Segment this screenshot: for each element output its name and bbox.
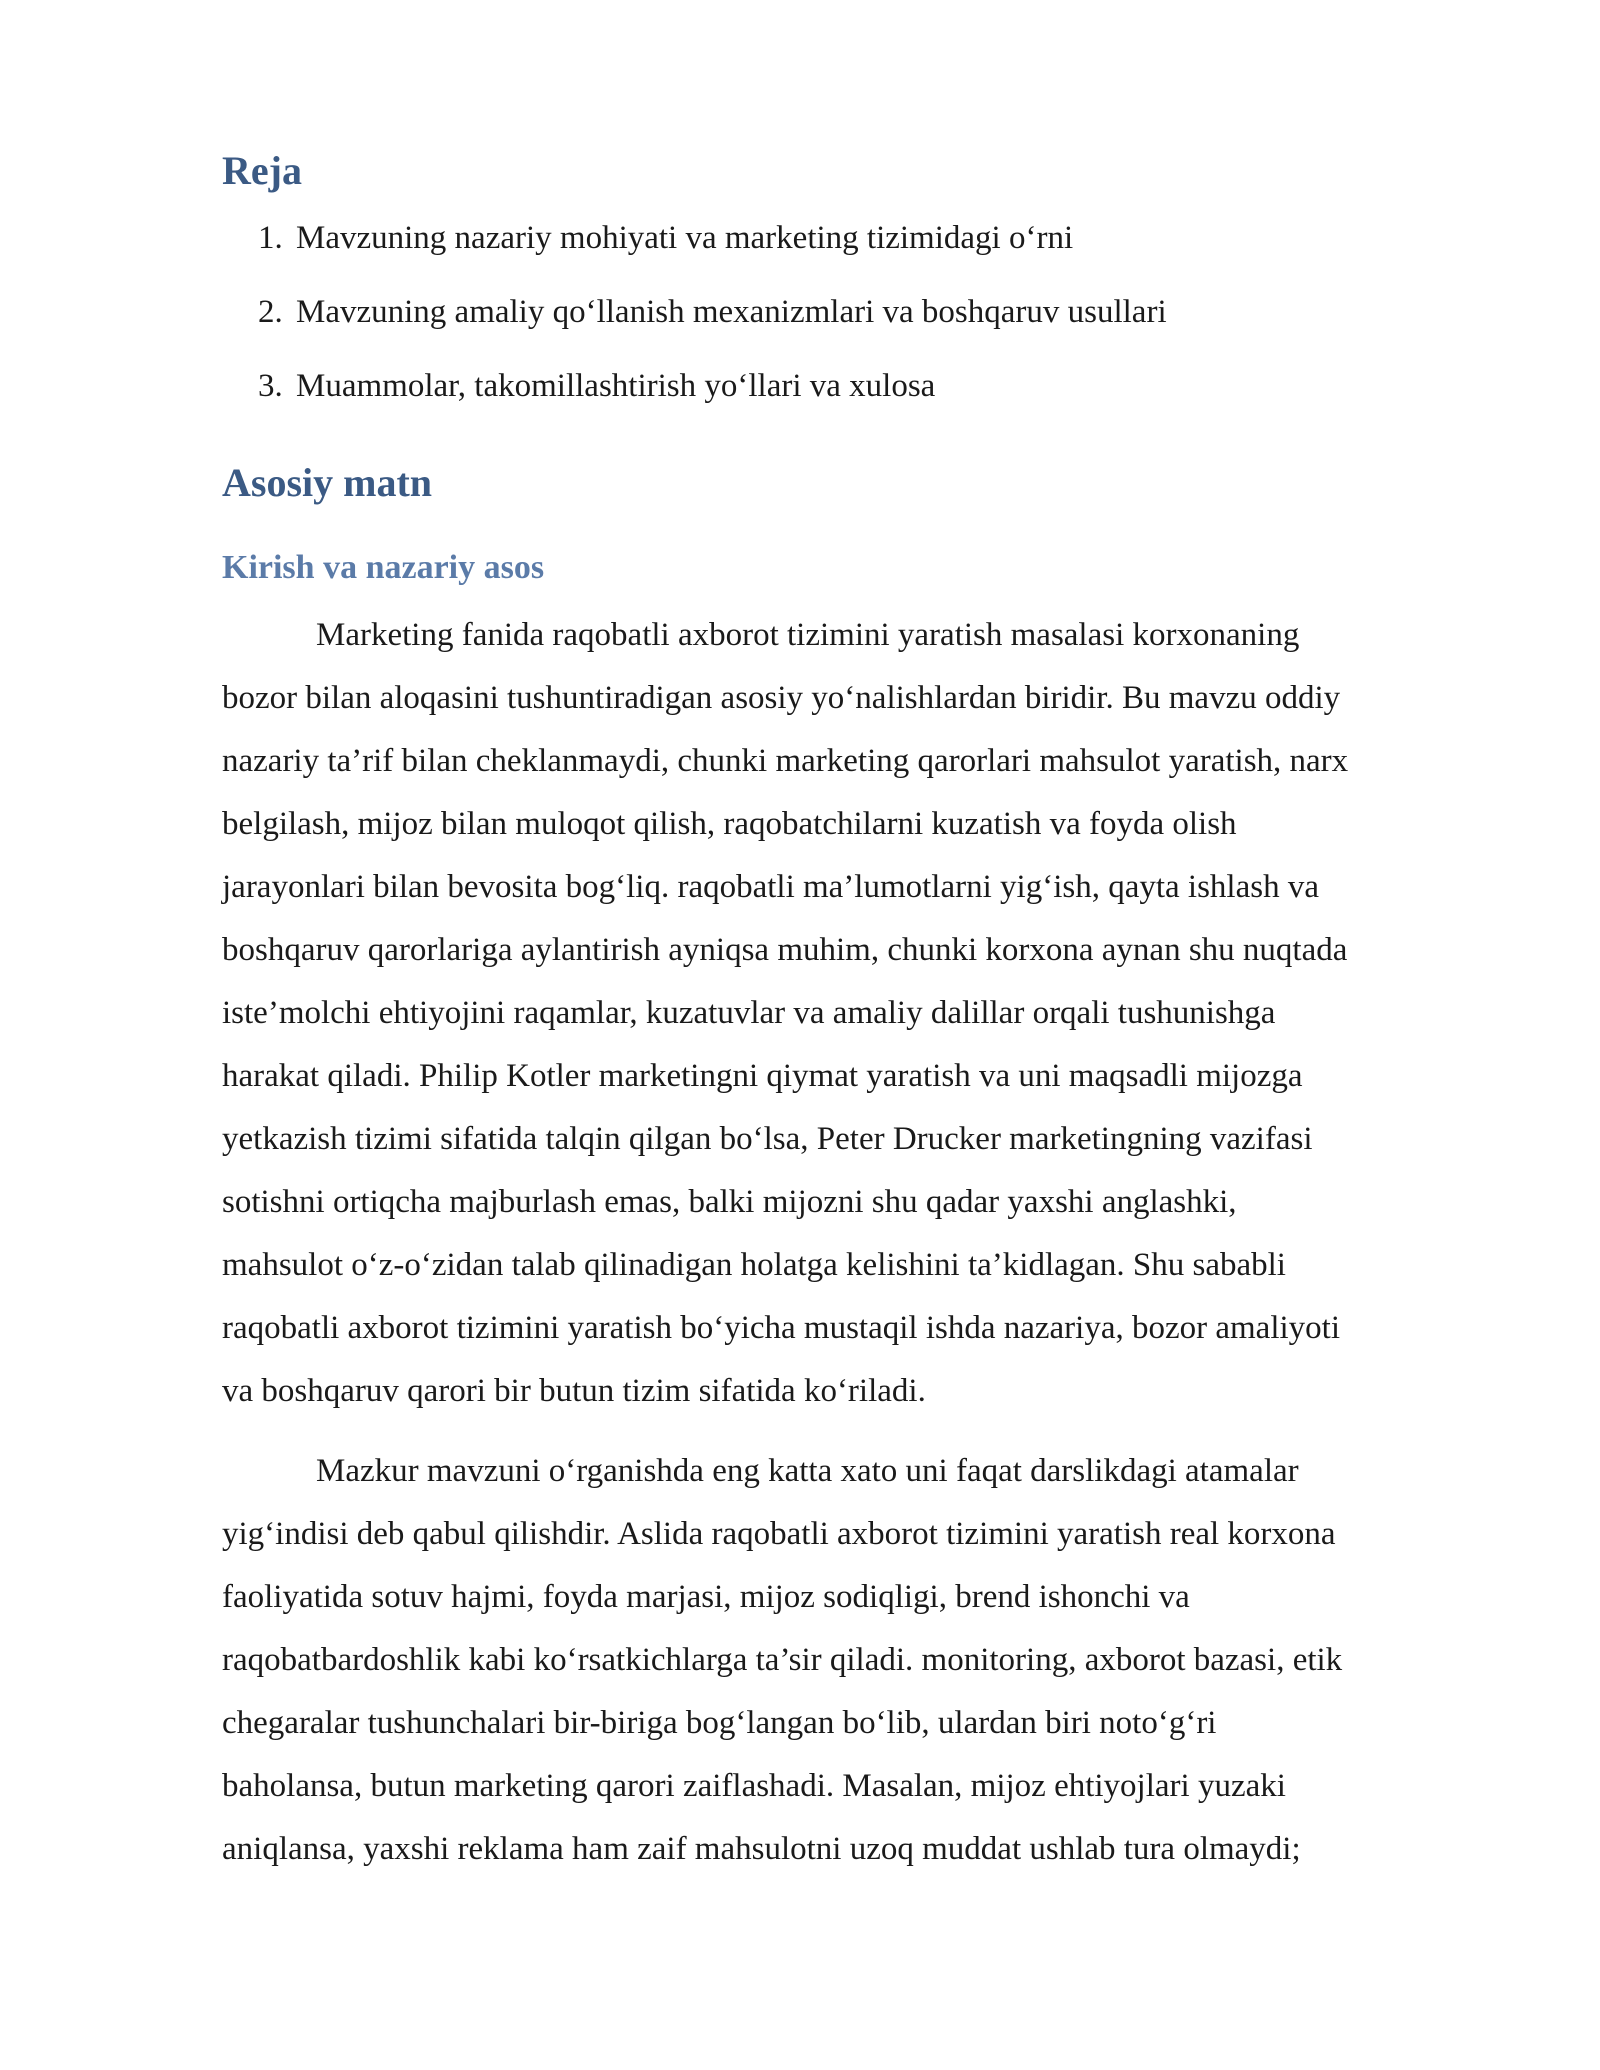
plan-item	[258, 218, 1167, 292]
paragraph-line: iste’molchi ehtiyojini raqamlar, kuzatuvlar va amaliy dalillar orqali tushunishga	[222, 995, 1276, 1031]
paragraph-line: belgilash, mijoz bilan muloqot qilish, raqobatchilarni kuzatish va foyda olish	[222, 806, 1237, 842]
plan-item-number: 3.	[258, 368, 283, 404]
plan-item-number: 2.	[258, 294, 283, 330]
paragraph-line: bozor bilan aloqasini tushuntiradigan asosiy yo‘nalishlardan biridir. Bu mavzu oddiy	[222, 680, 1341, 716]
plan-item-text: Mavzuning amaliy qo‘llanish mexanizmlari va boshqaruv usullari	[296, 294, 1167, 330]
paragraph-line: baholansa, butun marketing qarori zaiflashadi. Masalan, mijoz ehtiyojlari yuzaki	[222, 1768, 1286, 1804]
paragraph-line: va boshqaruv qarori bir butun tizim sifatida ko‘riladi.	[222, 1373, 926, 1409]
main-heading: Asosiy matn	[222, 460, 433, 505]
paragraph-line: raqobatli axborot tizimini yaratish bo‘yicha mustaqil ishda nazariya, bozor amaliyoti	[222, 1310, 1341, 1346]
plan-item	[258, 292, 1167, 366]
paragraph-line: faoliyatida sotuv hajmi, foyda marjasi, mijoz sodiqligi, brend ishonchi va	[222, 1579, 1190, 1615]
plan-item-text: Mavzuning nazariy mohiyati va marketing tizimidagi o‘rni	[296, 220, 1074, 256]
paragraph-1	[222, 604, 1472, 1423]
paragraph-line: Marketing fanida raqobatli axborot tizimini yaratish masalasi korxonaning	[316, 617, 1300, 653]
plan-heading: Reja	[222, 148, 302, 193]
paragraph-line: Mazkur mavzuni o‘rganishda eng katta xato uni faqat darslikdagi atamalar	[316, 1453, 1299, 1489]
paragraph-2	[222, 1440, 1472, 1881]
paragraph-line: yetkazish tizimi sifatida talqin qilgan bo‘lsa, Peter Drucker marketingning vazifasi	[222, 1121, 1313, 1157]
section-heading: Kirish va nazariy asos	[222, 549, 545, 586]
plan-item-number: 1.	[258, 220, 283, 256]
paragraph-line: yig‘indisi deb qabul qilishdir. Aslida raqobatli axborot tizimini yaratish real korxona	[222, 1516, 1336, 1552]
paragraph-line: harakat qiladi. Philip Kotler marketingni qiymat yaratish va uni maqsadli mijozga	[222, 1058, 1303, 1094]
paragraph-line: jarayonlari bilan bevosita bog‘liq. raqobatli ma’lumotlarni yig‘ish, qayta ishlash va	[222, 869, 1319, 905]
paragraph-line: sotishni ortiqcha majburlash emas, balki mijozni shu qadar yaxshi anglashki,	[222, 1184, 1237, 1220]
plan-item	[258, 366, 1167, 440]
paragraph-line: mahsulot o‘z-o‘zidan talab qilinadigan holatga kelishini ta’kidlagan. Shu sababli	[222, 1247, 1286, 1283]
paragraph-line: nazariy ta’rif bilan cheklanmaydi, chunki marketing qarorlari mahsulot yaratish, narx	[222, 743, 1349, 779]
paragraph-line: boshqaruv qarorlariga aylantirish ayniqsa muhim, chunki korxona aynan shu nuqtada	[222, 932, 1348, 968]
paragraph-line: aniqlansa, yaxshi reklama ham zaif mahsulotni uzoq muddat ushlab tura olmaydi;	[222, 1831, 1301, 1867]
paragraph-line: raqobatbardoshlik kabi ko‘rsatkichlarga ta’sir qiladi. monitoring, axborot bazasi, etik	[222, 1642, 1343, 1678]
plan-list	[258, 218, 1167, 440]
plan-item-text: Muammolar, takomillashtirish yo‘llari va xulosa	[296, 368, 936, 404]
paragraph-line: chegaralar tushunchalari bir-biriga bog‘langan bo‘lib, ulardan biri noto‘g‘ri	[222, 1705, 1217, 1741]
